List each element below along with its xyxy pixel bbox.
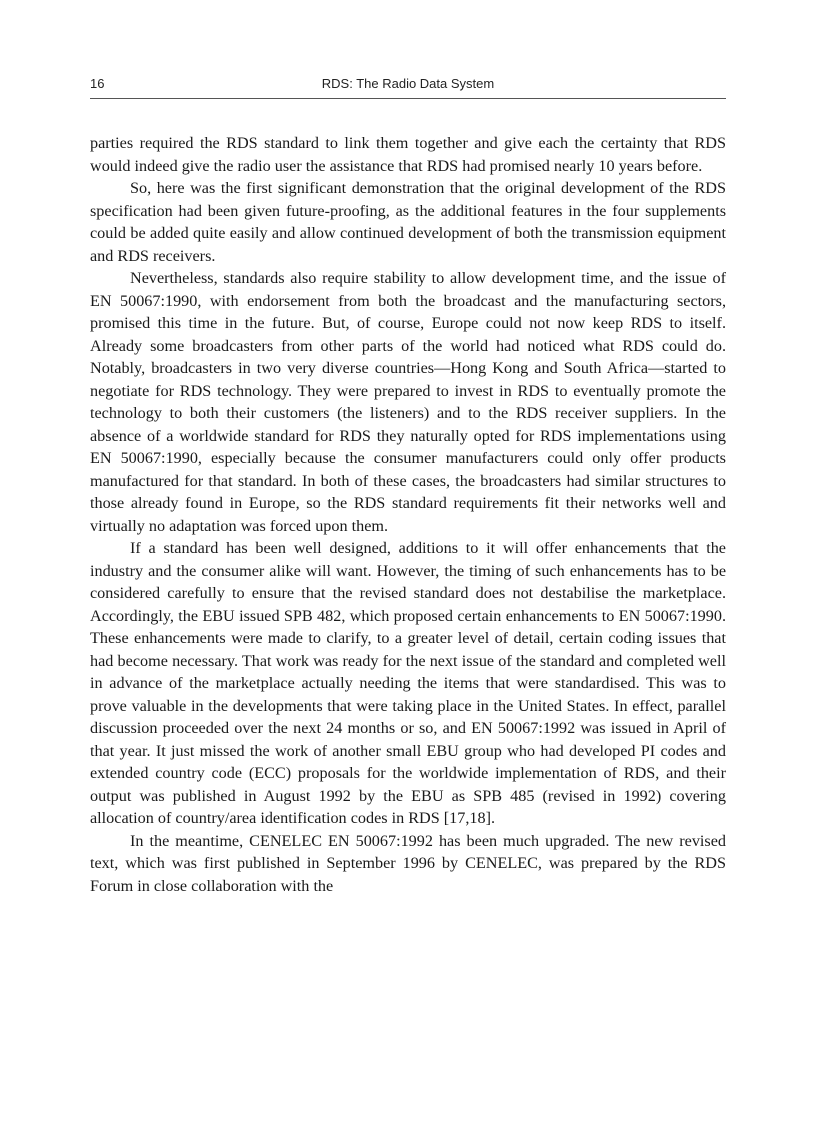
paragraph: So, here was the first significant demonstration that the original development of the RDS specification had been given future-proofing, as the additional features in the four supplements could be added quite easily and allow continued development of both the transmission equipment and RDS receivers. <box>90 179 726 265</box>
running-title: RDS: The Radio Data System <box>321 76 495 91</box>
paragraph: In the meantime, CENELEC EN 50067:1992 has been much upgraded. The new revised text, which was first published in September 1996 by CENELEC, was prepared by the RDS Forum in close collaboration with the <box>90 831 726 895</box>
paragraph: If a standard has been well designed, additions to it will offer enhancements that the industry and the consumer alike will want. However, the timing of such enhancements has to be considered carefully to ensure that the revised standard does not destabilise the marketplace. Accordingly, the EBU issued SPB 482, which proposed certain enhancements to EN 50067:1990. These enhancements were made to clarify, to a greater level of detail, certain coding issues that had become necessary. That work was ready for the next issue of the standard and completed well in advance of the marketplace actually needing the items that were standardised. This was to prove valuable in the developments that were taking place in the United States. In effect, parallel discussion proceeded over the next 24 months or so, and EN 50067:1992 was issued in April of that year. It just missed the work of another small EBU group who had developed PI codes and extended country code (ECC) proposals for the worldwide implementation of RDS, and their output was published in August 1992 by the EBU as SPB 485 (revised in 1992) covering allocation of country/area identification codes in RDS [17,18]. <box>90 539 726 827</box>
page-number: 16 <box>90 76 105 91</box>
body-text <box>90 132 726 897</box>
paragraph: parties required the RDS standard to link them together and give each the certainty that RDS would indeed give the radio user the assistance that RDS had promised nearly 10 years before. <box>90 134 726 175</box>
paragraph: Nevertheless, standards also require stability to allow development time, and the issue of EN 50067:1990, with endorsement from both the broadcast and the manufacturing sectors, promised this time in the future. But, of course, Europe could not now keep RDS to itself. Already some broadcasters from other parts of the world had noticed what RDS could do. Notably, broadcasters in two very diverse countries—Hong Kong and South Africa—started to negotiate for RDS technology. They were prepared to invest in RDS to eventually promote the technology to both their customers (the listeners) and to the RDS receiver suppliers. In the absence of a worldwide standard for RDS they naturally opted for RDS implementations using EN 50067:1990, especially because the consumer manufacturers could only offer products manufactured for that standard. In both of these cases, the broadcasters had similar structures to those already found in Europe, so the RDS standard requirements fit their networks well and virtually no adaptation was forced upon them. <box>90 269 726 535</box>
page-header <box>90 74 726 99</box>
